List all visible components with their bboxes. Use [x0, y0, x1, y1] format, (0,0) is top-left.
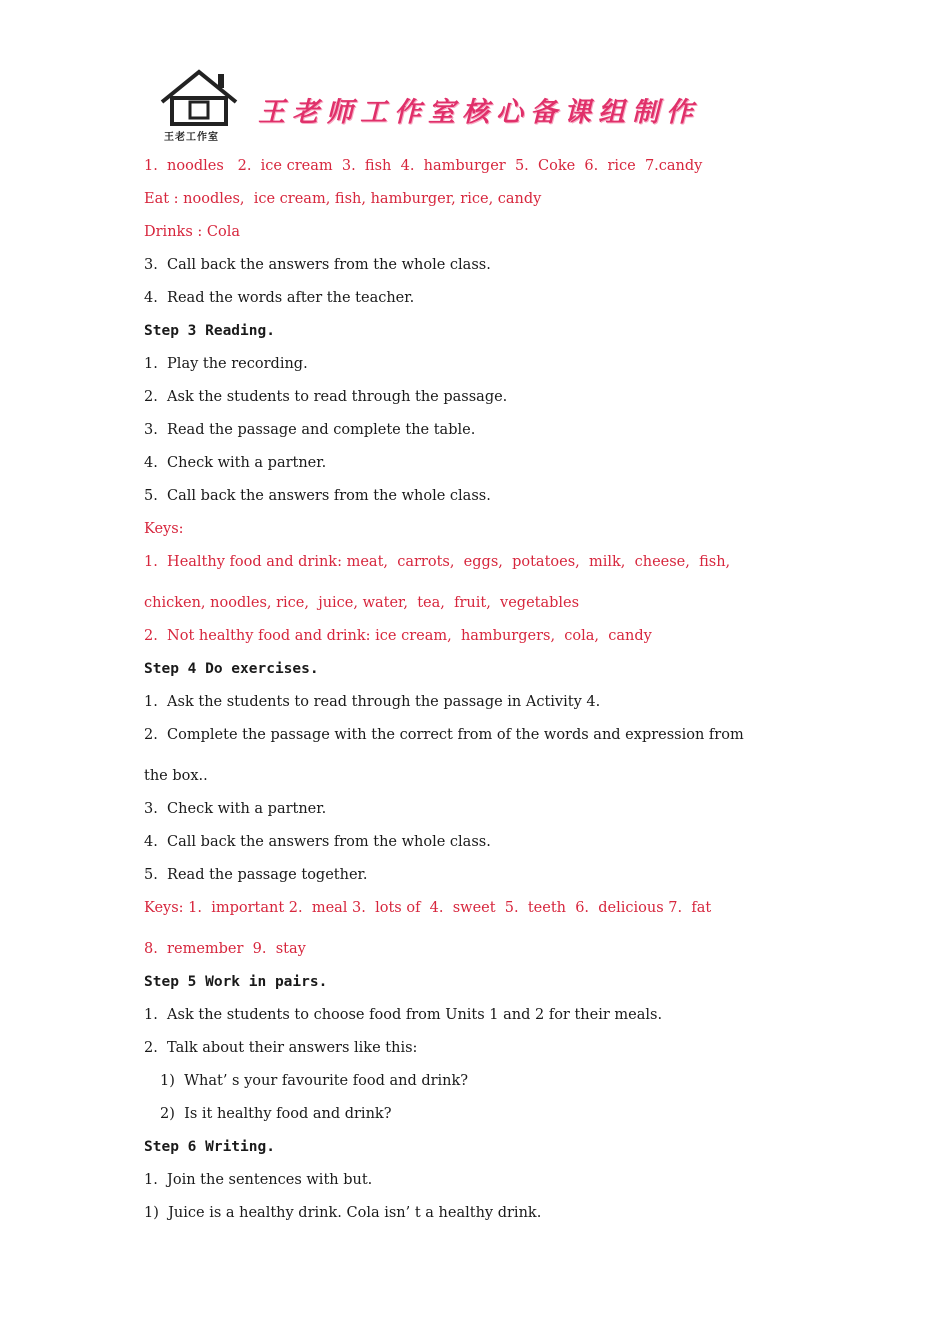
- vocab-list: 1. noodles 2. ice cream 3. fish 4. hamburger 5. Coke 6. rice 7.candy: [144, 158, 703, 174]
- header: [158, 68, 798, 144]
- sub-question: 2) Is it healthy food and drink?: [160, 1106, 392, 1122]
- instruction-line: 2. Talk about their answers like this:: [144, 1040, 418, 1056]
- eat-list: Eat : noodles, ice cream, fish, hamburger, rice, candy: [144, 191, 542, 207]
- keys-label: Keys:: [144, 521, 184, 537]
- drinks-list: Drinks : Cola: [144, 224, 240, 240]
- instruction-line: 4. Read the words after the teacher.: [144, 290, 415, 306]
- keys-exercise-cont: 8. remember 9. stay: [144, 941, 306, 957]
- instruction-line: 5. Call back the answers from the whole class.: [144, 488, 491, 504]
- step-3-heading: Step 3 Reading.: [144, 323, 275, 339]
- document-body: [144, 150, 824, 1230]
- instruction-line: 3. Call back the answers from the whole class.: [144, 257, 491, 273]
- instruction-line: 1. Ask the students to read through the passage in Activity 4.: [144, 694, 601, 710]
- instruction-line: 1. Play the recording.: [144, 356, 308, 372]
- instruction-line: 2. Ask the students to read through the passage.: [144, 389, 508, 405]
- sub-question: 1) What’ s your favourite food and drink?: [160, 1073, 469, 1089]
- keys-exercise: Keys: 1. important 2. meal 3. lots of 4. sweet 5. teeth 6. delicious 7. fat: [144, 900, 712, 916]
- instruction-line: 5. Read the passage together.: [144, 867, 368, 883]
- instruction-line: 3. Check with a partner.: [144, 801, 327, 817]
- instruction-line: 1. Join the sentences with but.: [144, 1172, 373, 1188]
- step-4-heading: Step 4 Do exercises.: [144, 661, 319, 677]
- banner-title: 王老师工作室核心备课组制作: [258, 97, 700, 128]
- keys-healthy-cont: chicken, noodles, rice, juice, water, tea, fruit, vegetables: [144, 595, 580, 611]
- keys-not-healthy: 2. Not healthy food and drink: ice cream, hamburgers, cola, candy: [144, 628, 652, 644]
- instruction-line: 1) Juice is a healthy drink. Cola isn’ t a healthy drink.: [144, 1205, 542, 1221]
- logo-caption: 王老工作室: [164, 132, 219, 143]
- instruction-line: 4. Call back the answers from the whole class.: [144, 834, 491, 850]
- instruction-line-cont: the box..: [144, 768, 208, 784]
- instruction-line: 4. Check with a partner.: [144, 455, 327, 471]
- keys-healthy: 1. Healthy food and drink: meat, carrots, eggs, potatoes, milk, cheese, fish,: [144, 554, 731, 570]
- step-5-heading: Step 5 Work in pairs.: [144, 974, 328, 990]
- step-6-heading: Step 6 Writing.: [144, 1139, 275, 1155]
- instruction-line: 2. Complete the passage with the correct from of the words and expression from: [144, 727, 744, 743]
- instruction-line: 1. Ask the students to choose food from Units 1 and 2 for their meals.: [144, 1007, 663, 1023]
- instruction-line: 3. Read the passage and complete the table.: [144, 422, 476, 438]
